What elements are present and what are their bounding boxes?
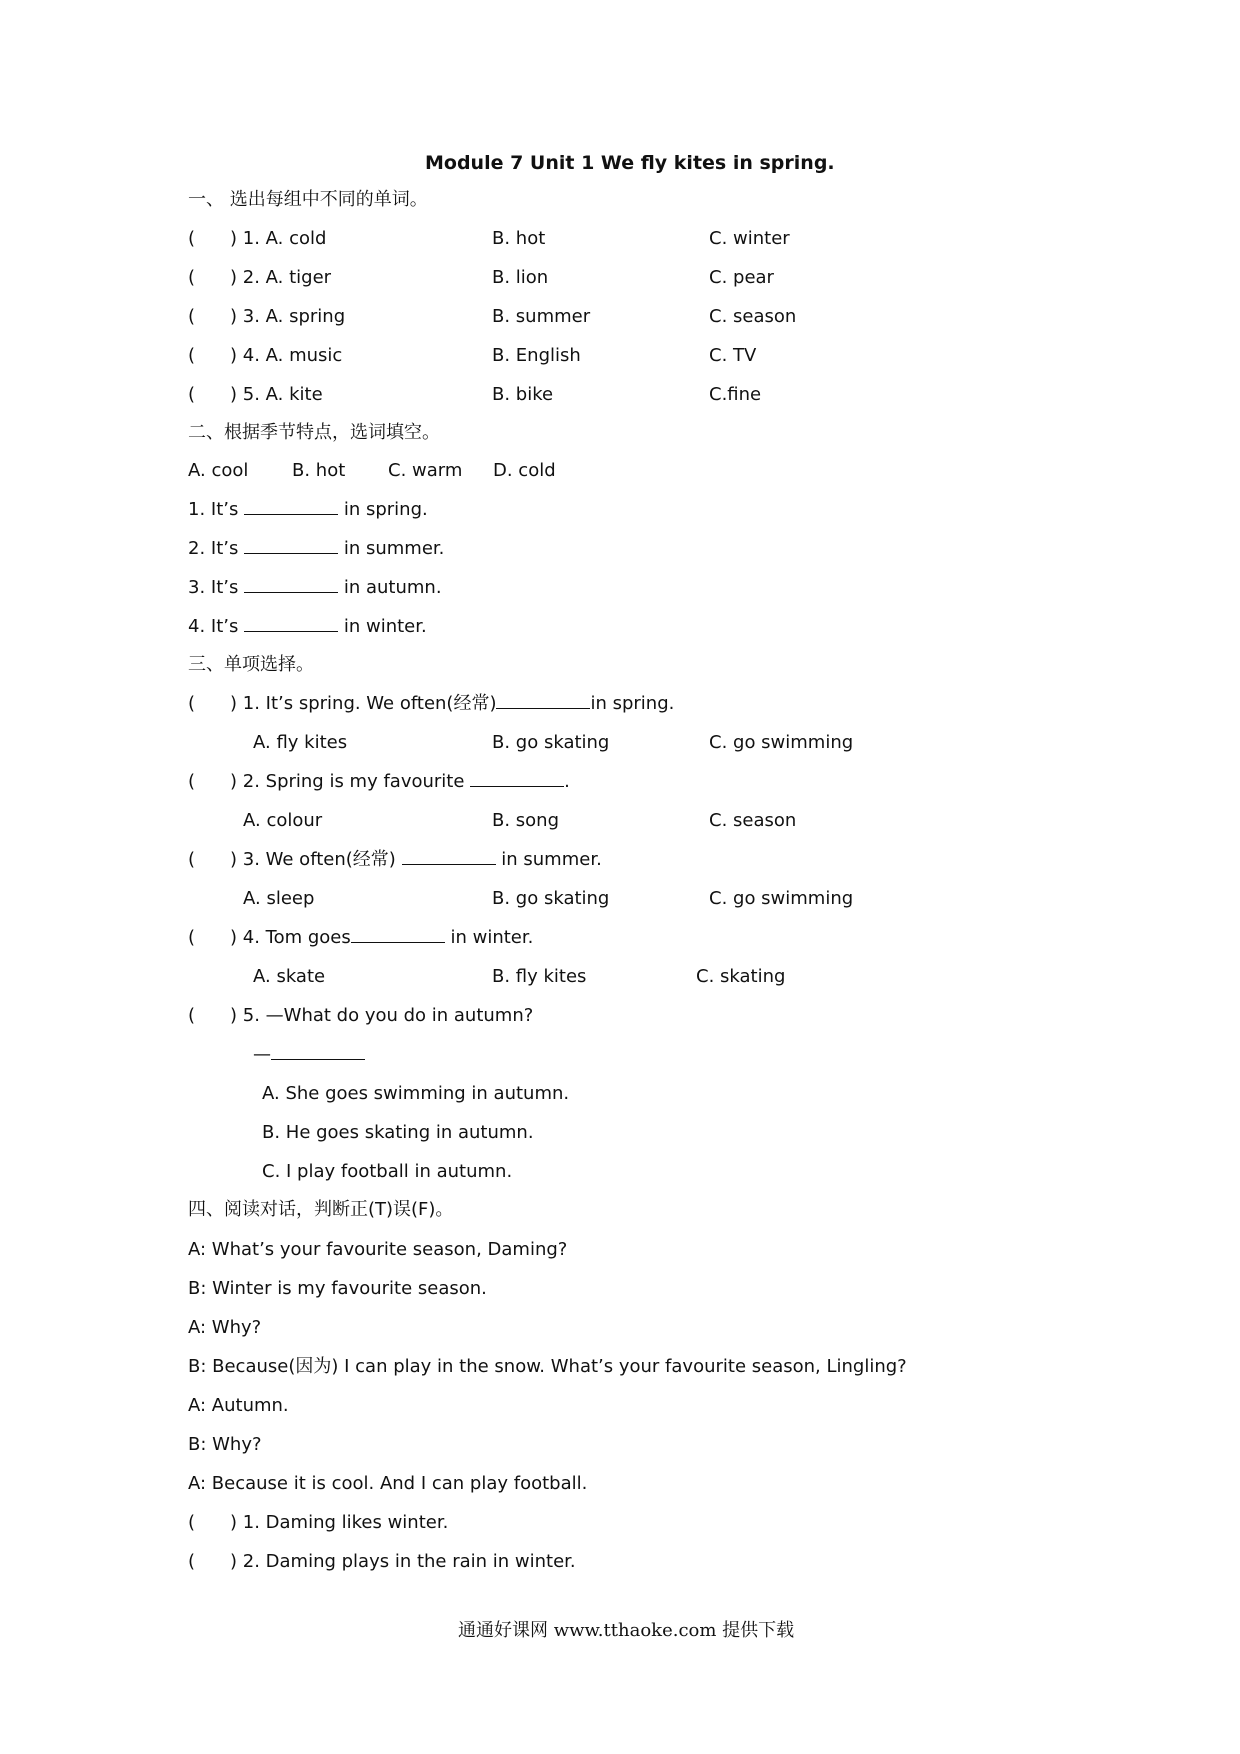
s2-item-post: in spring.: [343, 499, 428, 520]
s1-row-c: C. TV: [709, 345, 757, 366]
s1-row: [188, 227, 326, 251]
section-2-heading: 二、根据季节特点，选词填空。: [188, 422, 440, 443]
s2-item-post: in winter.: [343, 616, 427, 637]
s3-q2-post: .: [564, 771, 570, 792]
tf-item-text: ) 1. Daming likes winter.: [230, 1512, 449, 1533]
s3-q5-option-c: C. I play football in autumn.: [262, 1161, 513, 1182]
s3-question-2: [188, 770, 570, 794]
page-title: Module 7 Unit 1 We fly kites in spring.: [425, 152, 835, 174]
fill-blank[interactable]: [244, 537, 338, 554]
s3-q4-option-b: B. fly kites: [492, 966, 587, 987]
dialogue-line: B: Winter is my favourite season.: [188, 1278, 487, 1299]
answer-paren: (: [188, 1551, 196, 1572]
dialogue-line: A: Autumn.: [188, 1395, 289, 1416]
s1-row: [188, 266, 331, 290]
s1-row-b: B. hot: [492, 228, 546, 249]
s2-item-pre: 3. It’s: [188, 577, 239, 598]
fill-blank[interactable]: [402, 848, 496, 865]
s1-row: [188, 305, 345, 329]
s3-q4-option-a: A. skate: [253, 966, 326, 987]
dialogue-line: B: Why?: [188, 1434, 262, 1455]
s3-q3-option-a: A. sleep: [243, 888, 315, 909]
dialogue-line: B: Because(因为) I can play in the snow. What’s your favourite season, Lingling?: [188, 1356, 907, 1377]
s3-q3-text: ) 3. We often(经常): [230, 849, 396, 870]
answer-paren: (: [188, 693, 196, 714]
tf-item: [188, 1511, 448, 1535]
s1-row-c: C. season: [709, 306, 797, 327]
s1-row-b: B. English: [492, 345, 581, 366]
s3-q1-text: ) 1. It’s spring. We often(经常): [230, 693, 497, 714]
answer-paren: (: [188, 1005, 196, 1026]
s3-question-4: [188, 926, 533, 950]
s2-item-post: in autumn.: [343, 577, 442, 598]
s2-item-pre: 4. It’s: [188, 616, 239, 637]
s1-row-a: ) 2. A. tiger: [230, 267, 332, 288]
s1-row-b: B. summer: [492, 306, 591, 327]
tf-item: [188, 1550, 576, 1574]
s3-q1-option-c: C. go swimming: [709, 732, 854, 753]
s3-q5-answer-line: [253, 1043, 365, 1067]
s1-row-b: B. bike: [492, 384, 554, 405]
fill-blank[interactable]: [496, 692, 590, 709]
s2-option: B. hot: [292, 460, 346, 481]
s2-item-pre: 2. It’s: [188, 538, 239, 559]
s3-q5-dash: —: [253, 1044, 271, 1065]
answer-paren: (: [188, 771, 196, 792]
s3-q1-post: in spring.: [590, 693, 675, 714]
section-3-heading: 三、单项选择。: [188, 654, 314, 675]
s2-option: D. cold: [493, 460, 556, 481]
s2-item: [188, 498, 428, 522]
s2-item-pre: 1. It’s: [188, 499, 239, 520]
s3-q2-option-a: A. colour: [243, 810, 323, 831]
section-4-heading: 四、阅读对话，判断正(T)误(F)。: [188, 1199, 454, 1220]
answer-paren: (: [188, 1512, 196, 1533]
fill-blank[interactable]: [244, 498, 338, 515]
s3-q3-post: in summer.: [501, 849, 602, 870]
s1-row-b: B. lion: [492, 267, 549, 288]
s1-row: [188, 344, 342, 368]
s3-q5-option-a: A. She goes swimming in autumn.: [262, 1083, 570, 1104]
s3-q2-option-c: C. season: [709, 810, 797, 831]
s1-row-c: C. pear: [709, 267, 774, 288]
s2-item: [188, 576, 442, 600]
s2-item: [188, 537, 444, 561]
s1-row: [188, 383, 323, 407]
s3-question-3: [188, 848, 602, 872]
s3-q2-option-b: B. song: [492, 810, 560, 831]
s1-row-a: ) 1. A. cold: [230, 228, 327, 249]
fill-blank[interactable]: [271, 1043, 365, 1060]
s1-row-a: ) 5. A. kite: [230, 384, 323, 405]
page-footer: 通通好课网 www.tthaoke.com 提供下载: [458, 1620, 795, 1641]
s2-option: C. warm: [388, 460, 463, 481]
s3-q4-post: in winter.: [450, 927, 534, 948]
answer-paren: (: [188, 849, 196, 870]
s3-q5-text: ) 5. —What do you do in autumn?: [230, 1005, 534, 1026]
s3-q1-option-a: A. fly kites: [253, 732, 348, 753]
answer-paren: (: [188, 927, 196, 948]
answer-paren: (: [188, 345, 196, 366]
fill-blank[interactable]: [351, 926, 445, 943]
fill-blank[interactable]: [244, 576, 338, 593]
s2-item: [188, 615, 427, 639]
dialogue-line: A: Because it is cool. And I can play football.: [188, 1473, 588, 1494]
answer-paren: (: [188, 306, 196, 327]
answer-paren: (: [188, 384, 196, 405]
section-1-heading: 一、 选出每组中不同的单词。: [188, 189, 428, 210]
s3-question-5: [188, 1004, 533, 1028]
answer-paren: (: [188, 267, 196, 288]
s3-q4-option-c: C. skating: [696, 966, 786, 987]
s2-option: A. cool: [188, 460, 249, 481]
s3-q2-text: ) 2. Spring is my favourite: [230, 771, 465, 792]
fill-blank[interactable]: [244, 615, 338, 632]
tf-item-text: ) 2. Daming plays in the rain in winter.: [230, 1551, 576, 1572]
s2-item-post: in summer.: [343, 538, 445, 559]
dialogue-line: A: What’s your favourite season, Daming?: [188, 1239, 568, 1260]
s3-q1-option-b: B. go skating: [492, 732, 610, 753]
answer-paren: (: [188, 228, 196, 249]
s1-row-c: C. winter: [709, 228, 790, 249]
s3-question-1: [188, 692, 674, 716]
s3-q4-text: ) 4. Tom goes: [230, 927, 351, 948]
s1-row-a: ) 4. A. music: [230, 345, 343, 366]
s1-row-c: C.fine: [709, 384, 762, 405]
dialogue-line: A: Why?: [188, 1317, 262, 1338]
s1-row-a: ) 3. A. spring: [230, 306, 346, 327]
s3-q3-option-b: B. go skating: [492, 888, 610, 909]
s3-q3-option-c: C. go swimming: [709, 888, 854, 909]
fill-blank[interactable]: [470, 770, 564, 787]
s3-q5-option-b: B. He goes skating in autumn.: [262, 1122, 534, 1143]
